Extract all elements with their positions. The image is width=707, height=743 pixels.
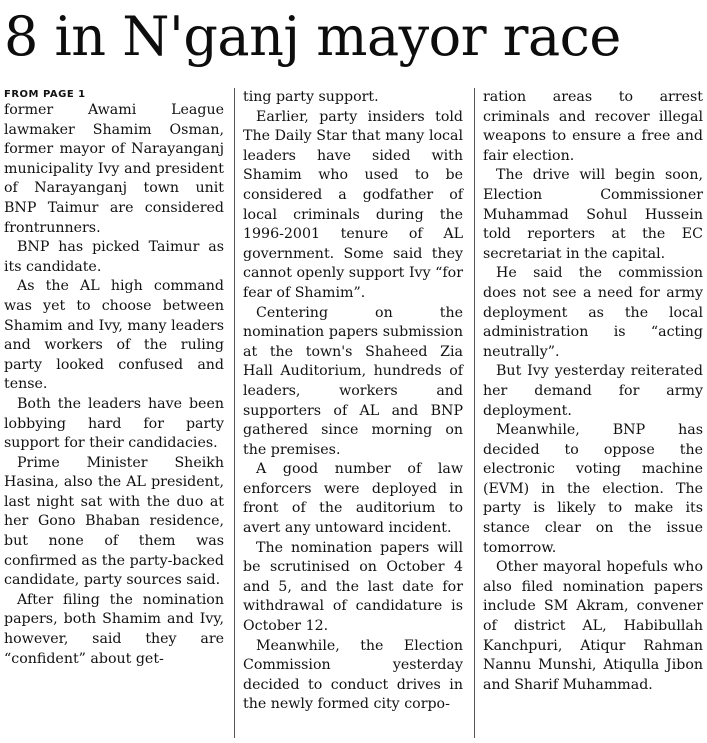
paragraph: Both the leaders have been lobbying hard for party support for their candidacies.: [4, 395, 224, 452]
paragraph: Prime Minister Sheikh Hasina, also the AL president, last night sat with the duo at her Gono Bhaban residence, but none of them was confirmed as the party-backed candidate, party sources said.: [4, 454, 224, 589]
paragraph: The nomination papers will be scrutinised on October 4 and 5, and the last date for withdrawal of candidature is October 12.: [243, 539, 463, 635]
paragraph: Earlier, party insiders told The Daily Star that many local leaders have sided with Shamim who used to be considered a godfather of local criminals during the 1996-2001 tenure of AL government. Some said they cannot openly support Ivy “for fear of Shamim”.: [243, 108, 463, 301]
paragraph: Meanwhile, the Election Commission yesterday decided to conduct drives in the newly formed city corpo-: [243, 637, 463, 713]
paragraph: Centering on the nomination papers submission at the town's Shaheed Zia Hall Auditorium, hundreds of leaders, workers and supporters of AL and BNP gathered since morning on the premises.: [243, 304, 463, 458]
paragraph: He said the commission does not see a need for army deployment as the local administration is “acting neutrally”.: [483, 265, 703, 360]
headline: 8 in N'ganj mayor race: [4, 5, 621, 68]
paragraph: After filing the nomination papers, both Shamim and Ivy, however, said they are “confident” about get-: [4, 591, 224, 667]
paragraph: Meanwhile, BNP has decided to oppose the electronic voting machine (EVM) in the election. The party is likely to make its stance clear on the issue tomorrow.: [483, 422, 703, 556]
kicker: FROM PAGE 1: [4, 89, 86, 100]
paragraph: But Ivy yesterday reiterated her demand for army deployment.: [483, 363, 703, 419]
column-divider: [474, 88, 475, 738]
paragraph: BNP has picked Taimur as its candidate.: [4, 239, 224, 275]
paragraph: As the AL high command was yet to choose between Shamim and Ivy, many leaders and workers of the ruling party looked confused and tense.: [4, 278, 224, 393]
article-column-1: [4, 88, 224, 669]
article-column-2: [243, 88, 463, 715]
paragraph: ting party support.: [243, 89, 379, 105]
paragraph: The drive will begin soon, Election Commissioner Muhammad Sohul Hussein told reporters at the EC secretariat in the capital.: [483, 167, 703, 262]
article-column-3: [483, 88, 703, 695]
paragraph: A good number of law enforcers were deployed in front of the auditorium to avert any untoward incident.: [243, 461, 463, 537]
paragraph: ration areas to arrest criminals and recover illegal weapons to ensure a free and fair election.: [483, 89, 703, 164]
paragraph: former Awami League lawmaker Shamim Osman, former mayor of Narayanganj municipality Ivy and president of Narayanganj town unit BNP Taimur are considered frontrunners.: [4, 102, 224, 236]
column-divider: [234, 88, 235, 738]
paragraph: Other mayoral hopefuls who also filed nomination papers include SM Akram, convener of district AL, Habibullah Kanchpuri, Atiqur Rahman Nannu Munshi, Atiqulla Jibon and Sharif Muhammad.: [483, 559, 703, 693]
